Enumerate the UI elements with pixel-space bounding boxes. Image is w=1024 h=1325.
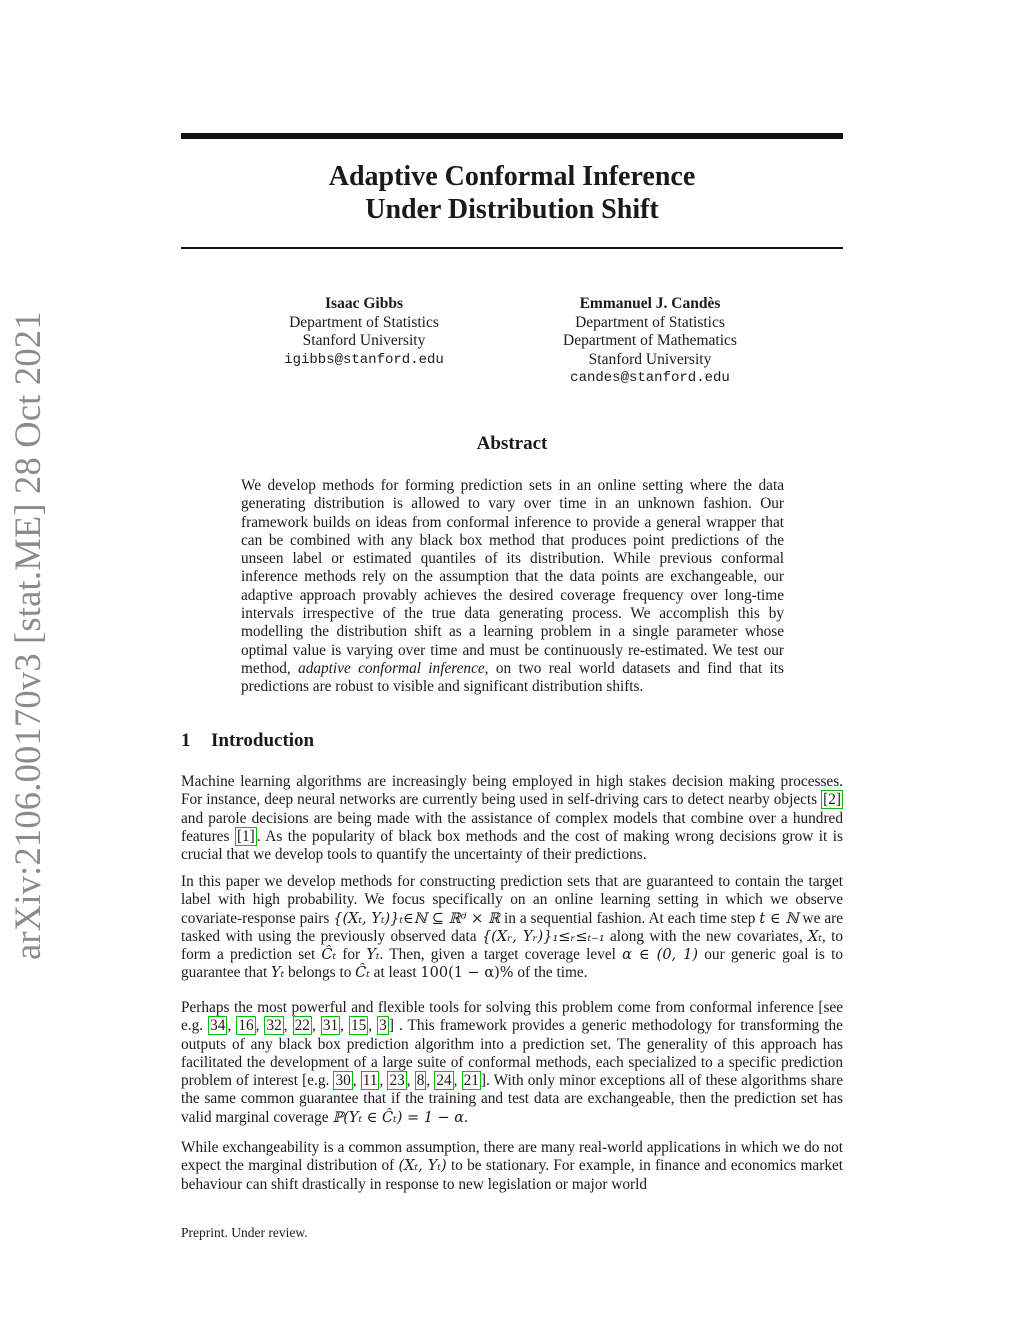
citation-link[interactable]: 23 <box>389 1072 405 1090</box>
title-line-1: Adaptive Conformal Inference <box>328 161 696 192</box>
math-expression: {(Xₜ, Yₜ)}ₜ∈ℕ ⊆ ℝᵈ × ℝ <box>333 910 501 927</box>
author-affiliation: Department of Statistics <box>289 313 439 331</box>
citation-link[interactable]: [2] <box>823 791 841 809</box>
citation-link[interactable]: 24 <box>436 1072 452 1090</box>
section-heading-introduction <box>181 730 314 752</box>
citation-link[interactable]: 34 <box>210 1017 226 1035</box>
citation-link[interactable]: 31 <box>322 1017 339 1035</box>
citation-link[interactable]: 30 <box>335 1072 351 1090</box>
math-expression: ℙ(Yₜ ∈ Ĉₜ) = 1 − α <box>332 1109 465 1126</box>
paper-title <box>181 160 843 226</box>
math-expression: Ĉₜ <box>321 947 337 964</box>
title-rule-top <box>181 133 843 139</box>
citation-link[interactable]: 3 <box>379 1017 387 1035</box>
citation-link[interactable]: 16 <box>238 1017 254 1035</box>
intro-paragraph-3: Perhaps the most powerful and flexible tools for solving this problem come from conformal inference [see e.g. 34 , 16 , 32 , 22 , 31 , 15 , 3 ] . This framework provides a generic methodology for transforming the outputs of any black box prediction algorithm into a prediction set. The generality of this approach has facilitated the development of a large suite of conformal methods, each specialized to a specific prediction problem of interest [e.g. 30 , 11 , 23 , 8 , 24 , 21 ]. With only minor exceptions all of these algorithms share the same common guarantee that if the training and test data are exchangeable, then the prediction set has valid marginal coverage ℙ(Yₜ ∈ Ĉₜ) = 1 − α. <box>181 999 844 1126</box>
citation-link[interactable]: 11 <box>362 1072 378 1090</box>
method-name: adaptive conformal inference <box>298 659 485 677</box>
title-line-2: Under Distribution Shift <box>365 194 659 225</box>
abstract-text: We develop methods for forming prediction sets in an online setting where the data generating distribution is allowed to vary over time in an unknown fashion. Our framework builds on ideas from conformal inference to provide a general wrapper that can be combined with any black box method that produces point predictions of the unseen label or estimated quantiles of its distribution. While previous conformal inference methods rely on the assumption that the data points are exchangeable, our adaptive approach provably achieves the desired coverage frequency over long-time intervals irrespective of the true data generating process. We accomplish this by modelling the distribution shift as a learning problem in a single parameter whose optimal value is varying over time and must be continuously re-estimated. We test our method, adaptive conformal inference, on two real world datasets and find that its predictions are robust to visible and significant distribution shifts. <box>241 477 784 696</box>
author-affiliation: Department of Mathematics <box>563 332 737 350</box>
author-email[interactable]: candes@stanford.edu <box>570 370 730 387</box>
page-footer: Preprint. Under review. <box>181 1225 308 1240</box>
citation-link[interactable]: 21 <box>463 1072 479 1090</box>
author-affiliation: Stanford University <box>302 332 426 350</box>
math-expression: Yₜ <box>271 965 285 982</box>
citation-link[interactable]: 32 <box>266 1017 282 1035</box>
math-expression: {(Xᵣ, Yᵣ)}₁≤ᵣ≤ₜ₋₁ <box>481 928 605 945</box>
section-title: Introduction <box>211 730 315 751</box>
citation-link[interactable]: 22 <box>294 1017 310 1035</box>
math-expression: α ∈ (0, 1) <box>622 947 699 964</box>
math-expression: Yₜ <box>366 947 380 964</box>
abstract-heading: Abstract <box>476 433 548 454</box>
author-name: Emmanuel J. Candès <box>579 295 721 312</box>
math-expression: t ∈ ℕ <box>759 910 799 927</box>
math-expression: 100(1 − α)% <box>420 965 514 982</box>
math-expression: (Xₜ, Yₜ) <box>398 1158 447 1175</box>
intro-paragraph-1: Machine learning algorithms are increasingly being employed in high stakes decision making processes. For instance, deep neural networks are currently being used in self-driving cars to detect nearby objects [2] and parole decisions are being made with the assistance of complex models that combine over a hundred features [1] . As the popularity of black box methods and the cost of making wrong decisions grow it is crucial that we develop tools to quantify the uncertainty of their predictions. <box>181 773 844 864</box>
citation-link[interactable]: 15 <box>351 1017 367 1035</box>
author-email[interactable]: igibbs@stanford.edu <box>284 351 444 368</box>
citation-link[interactable]: 8 <box>416 1072 425 1090</box>
intro-paragraph-4: While exchangeability is a common assumption, there are many real-world applications in which we do not expect the marginal distribution of (Xₜ, Yₜ) to be stationary. For example, in finance and economics market behaviour can shift drastically in response to new legislation or major world <box>181 1139 844 1193</box>
math-expression: Ĉₜ <box>355 965 370 982</box>
citation-link[interactable]: [1] <box>236 827 255 845</box>
section-number: 1 <box>181 730 191 751</box>
arxiv-stamp: arXiv:2106.00170v3 [stat.ME] 28 Oct 2021 <box>7 311 48 960</box>
author-block-1 <box>254 295 474 369</box>
math-expression: Xₜ <box>808 928 822 945</box>
intro-paragraph-2: In this paper we develop methods for constructing prediction sets that are guaranteed to contain the target label with high probability. We focus specifically on an online learning setting in which we observe covariate-response pairs {(Xₜ, Yₜ)}ₜ∈ℕ ⊆ ℝᵈ × ℝ in a sequential fashion. At each time step t ∈ ℕ we are tasked with using the previously observed data {(Xᵣ, Yᵣ)}₁≤ᵣ≤ₜ₋₁ along with the new covariates, Xₜ, to form a prediction set Ĉₜ for Yₜ. Then, given a target coverage level α ∈ (0, 1) our generic goal is to guarantee that Yₜ belongs to Ĉₜ at least 100(1 − α)% of the time. <box>181 873 844 982</box>
author-affiliation: Department of Statistics <box>575 313 725 331</box>
author-affiliation: Stanford University <box>588 350 712 368</box>
author-block-2 <box>540 295 760 388</box>
author-name: Isaac Gibbs <box>325 295 403 312</box>
title-rule-bottom <box>181 247 843 249</box>
